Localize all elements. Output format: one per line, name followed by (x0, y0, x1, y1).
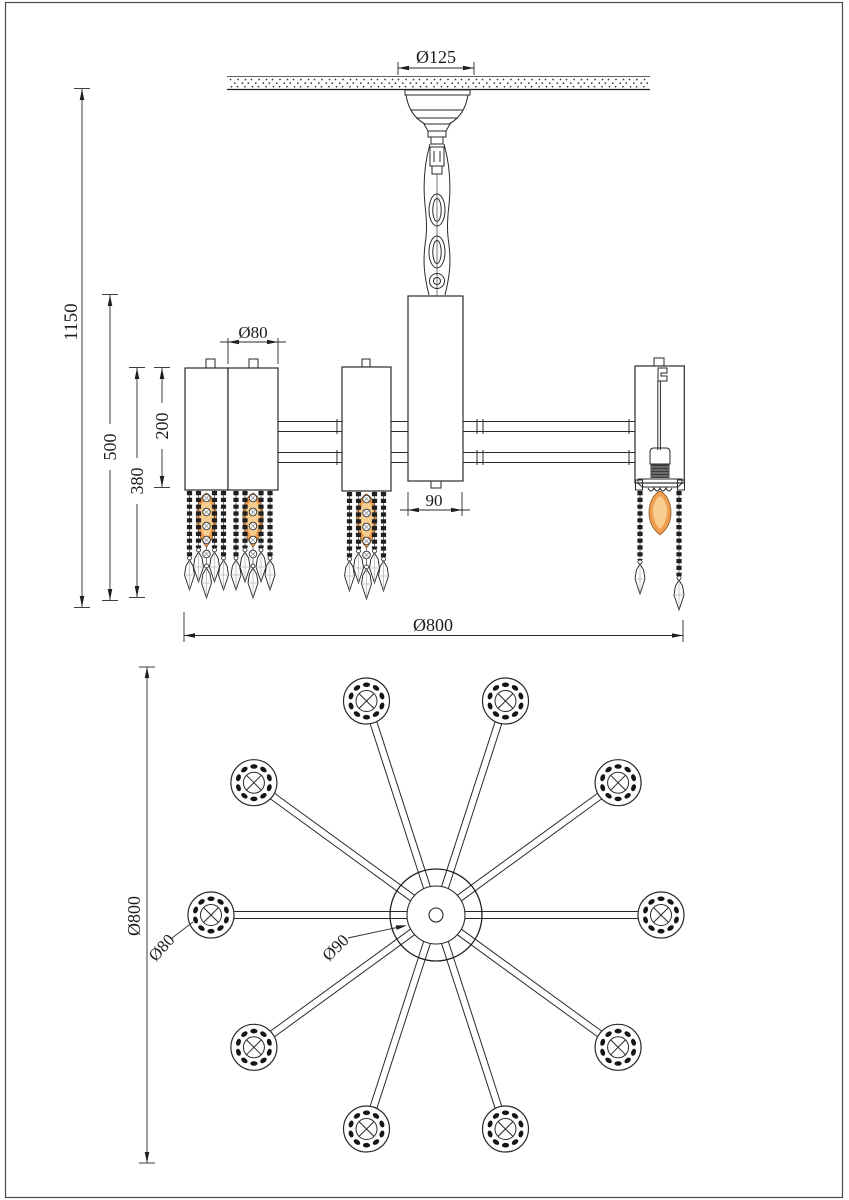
dim-total-height-label: 1150 (61, 303, 82, 341)
label-plan-shade-diameter-text: Ø80 (144, 930, 179, 965)
dim-column-width (400, 491, 470, 516)
dim-plan-diameter (124, 667, 155, 1163)
dim-canopy-diameter-label: Ø125 (416, 47, 456, 67)
label-plan-hub-diameter-text: Ø90 (318, 930, 353, 965)
chain-stem (424, 144, 450, 296)
dim-canopy-diameter (398, 47, 474, 75)
hub-center-hole (429, 908, 443, 922)
shade-left-pair (185, 359, 279, 598)
shade-section-right (635, 358, 685, 610)
ceiling (227, 77, 650, 90)
ceiling-hatch (230, 79, 649, 88)
shade-middle (342, 359, 391, 599)
dim-shade-height-label: 200 (152, 412, 172, 440)
plan-hub (390, 869, 482, 961)
dim-overall-width-label: Ø800 (413, 615, 453, 635)
dim-body-height-label: 500 (100, 433, 120, 461)
elevation-view (61, 47, 685, 642)
canopy (405, 90, 470, 144)
dim-overall-width (184, 612, 683, 642)
column-bottom-finial (431, 481, 441, 488)
dim-shade-height (152, 368, 172, 488)
dim-shade-width (220, 323, 286, 364)
dim-column-width-label: 90 (425, 491, 443, 510)
label-plan-hub-diameter (319, 923, 408, 965)
dim-total-height (61, 89, 90, 608)
dim-plan-diameter-label: Ø800 (124, 896, 144, 936)
plan-view (124, 667, 684, 1163)
dim-body-height (100, 295, 120, 601)
label-plan-shade-diameter (145, 922, 193, 965)
dim-shade-width-label: Ø80 (238, 323, 268, 342)
dim-shade-crystals-height (127, 368, 147, 598)
center-column (408, 296, 463, 488)
dim-shade-crystals-height-label: 380 (127, 467, 147, 495)
